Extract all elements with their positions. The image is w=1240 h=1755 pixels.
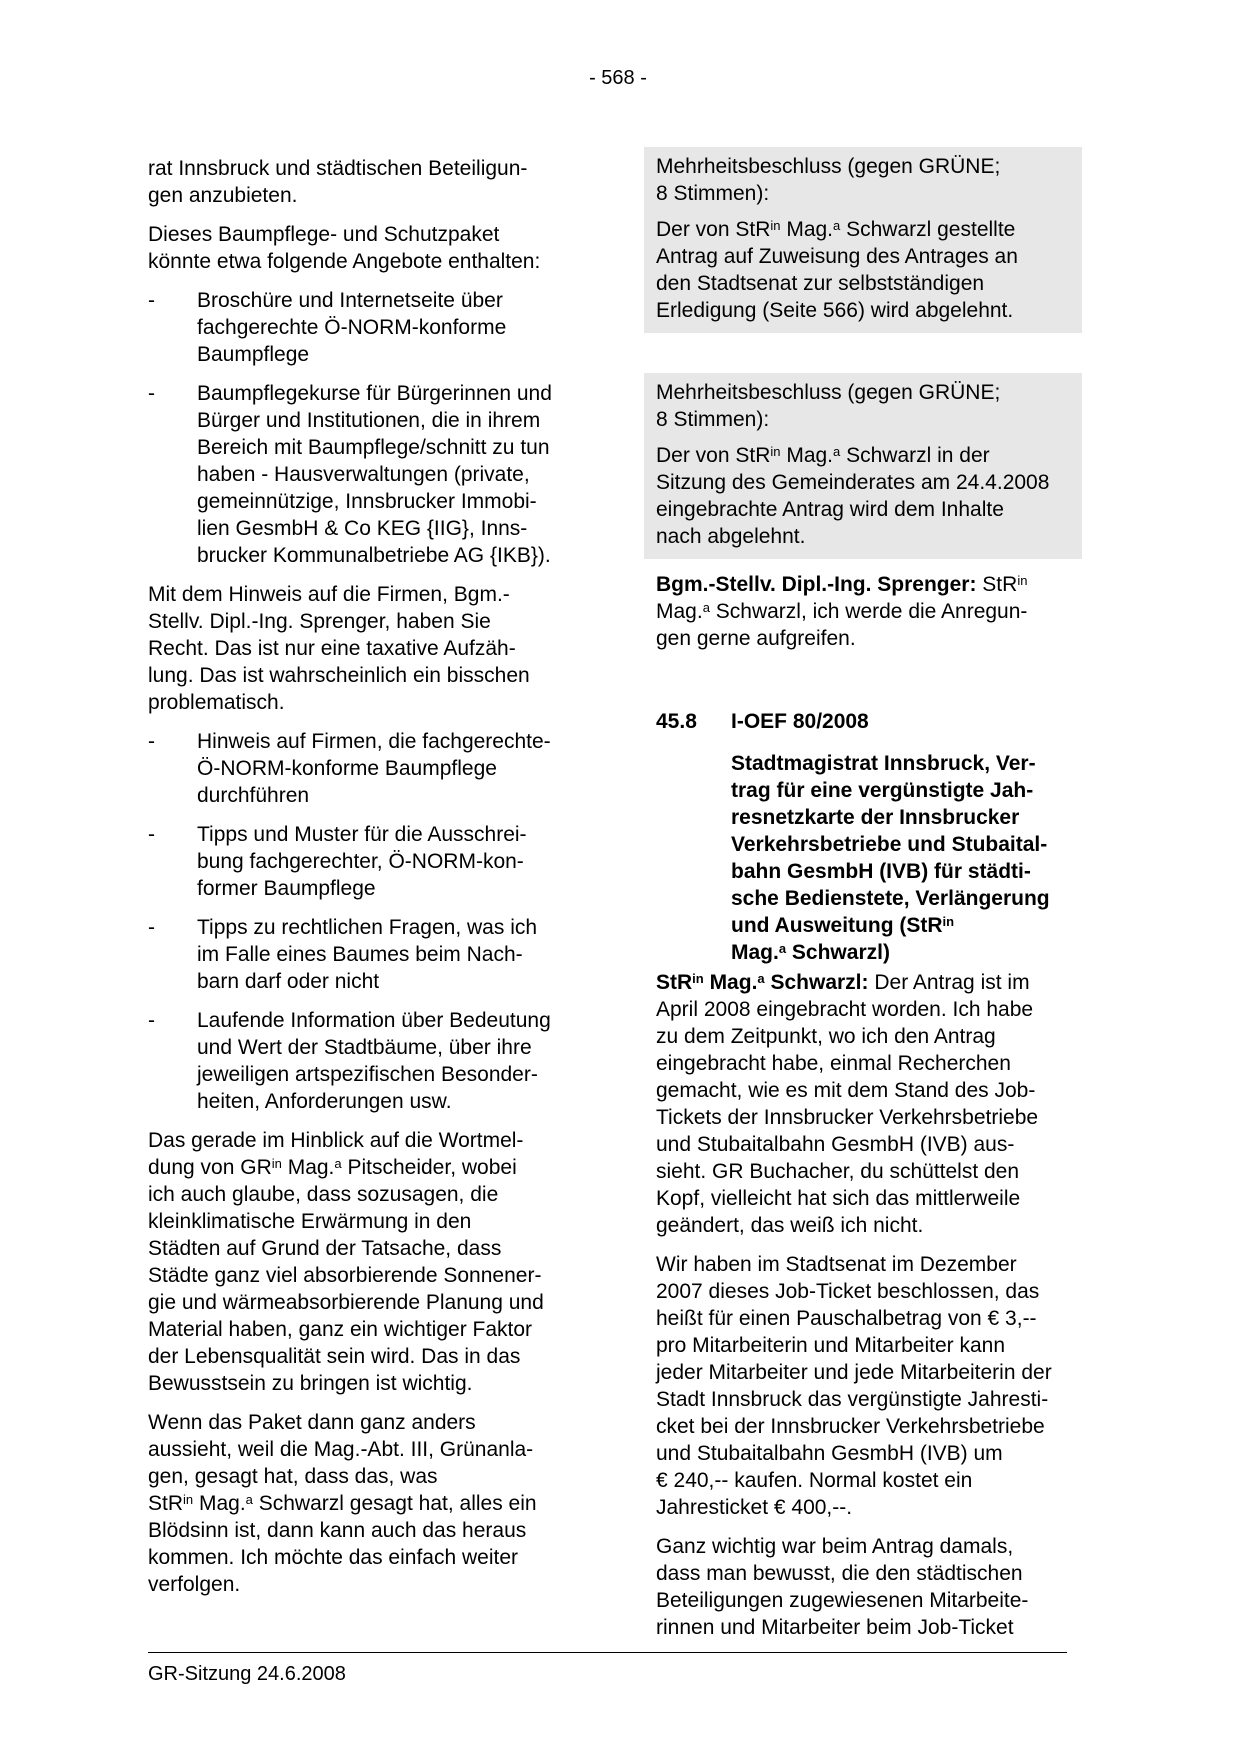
text-line: pro Mitarbeiterin und Mitarbeiter kann	[656, 1334, 1006, 1357]
text-line: Hinweis auf Firmen, die fachgerechte-	[197, 730, 551, 753]
text-line: Baumpflege	[197, 343, 310, 366]
text-line: Stadtmagistrat Innsbruck, Ver-	[731, 752, 1036, 775]
text-line: Ö-NORM-konforme Baumpflege	[197, 757, 497, 780]
text-line: gen gerne aufgreifen.	[656, 627, 856, 650]
text-line: durchführen	[197, 784, 310, 807]
text-line: € 240,-- kaufen. Normal kostet ein	[656, 1469, 973, 1492]
text-line: brucker Kommunalbetriebe AG {IKB}).	[197, 544, 551, 567]
text-line: ich auch glaube, dass sozusagen, die	[148, 1183, 499, 1206]
paragraph	[656, 969, 1068, 1239]
text-line: heiten, Anforderungen usw.	[197, 1090, 452, 1113]
text-line: der Lebensqualität sein wird. Das in das	[148, 1345, 521, 1368]
text-line: Städte ganz viel absorbierende Sonnener-	[148, 1264, 542, 1287]
left-column	[148, 155, 569, 1598]
text-line: nach abgelehnt.	[656, 525, 806, 548]
text-line: Stadt Innsbruck das vergünstigte Jahresti-	[656, 1388, 1049, 1411]
text-line: sieht. GR Buchacher, du schüttelst den	[656, 1160, 1020, 1183]
text-line: Recht. Das ist nur eine taxative Aufzäh-	[148, 637, 516, 660]
list-item	[148, 287, 569, 368]
text-line: Sitzung des Gemeinderates am 24.4.2008	[656, 471, 1050, 494]
text-line: StR$^{in}$ Mag.$^a$ Schwarzl: Der Antrag ist im	[656, 971, 1030, 994]
text-line: gemacht, wie es mit dem Stand des Job-	[656, 1079, 1036, 1102]
text-line: April 2008 eingebracht worden. Ich habe	[656, 998, 1034, 1021]
text-line: gen anzubieten.	[148, 184, 298, 207]
list-item-text	[197, 728, 569, 809]
text-line: könnte etwa folgende Angebote enthalten:	[148, 250, 541, 273]
text-line: resnetzkarte der Innsbrucker	[731, 806, 1020, 829]
text-line: Baumpflegekurse für Bürgerinnen und	[197, 382, 552, 405]
paragraph	[656, 1251, 1068, 1521]
text-line: und Stubaitalbahn GesmbH (IVB) um	[656, 1442, 1003, 1465]
list-dash-marker: -	[148, 382, 155, 405]
text-line: lung. Das ist wahrscheinlich ein bisschen	[148, 664, 530, 687]
section-heading	[656, 708, 1068, 735]
text-line: Städten auf Grund der Tatsache, dass	[148, 1237, 502, 1260]
text-line: Antrag auf Zuweisung des Antrages an	[656, 245, 1018, 268]
text-line: rinnen und Mitarbeiter beim Job-Ticket	[656, 1616, 1014, 1639]
text-line: lien GesmbH & Co KEG {IIG}, Inns-	[197, 517, 528, 540]
decision-paragraph	[656, 379, 1070, 433]
list-item-text	[197, 914, 569, 995]
text-line: Tickets der Innsbrucker Verkehrsbetriebe	[656, 1106, 1039, 1129]
text-line: und Stubaitalbahn GesmbH (IVB) aus-	[656, 1133, 1015, 1156]
text-line: Wenn das Paket dann ganz anders	[148, 1411, 476, 1434]
text-line: Blödsinn ist, dann kann auch das heraus	[148, 1519, 527, 1542]
text-line: Bgm.-Stellv. Dipl.-Ing. Sprenger: StR$^{in}$	[656, 573, 1028, 596]
text-line: Bürger und Institutionen, die in ihrem	[197, 409, 541, 432]
list-item	[148, 728, 569, 809]
list-item	[148, 380, 569, 569]
text-line: Mag.$^a$ Schwarzl)	[731, 941, 890, 964]
text-line: Jahresticket € 400,--.	[656, 1496, 853, 1519]
text-line: Der von StR$^{in}$ Mag.$^a$ Schwarzl gestellte	[656, 218, 1016, 241]
footer-text: GR-Sitzung 24.6.2008	[148, 1663, 346, 1685]
text-line: kleinklimatische Erwärmung in den	[148, 1210, 472, 1233]
text-line: Verkehrsbetriebe und Stubaital-	[731, 833, 1048, 856]
text-line: verfolgen.	[148, 1573, 241, 1596]
text-line: eingebrachte Antrag wird dem Inhalte	[656, 498, 1004, 521]
text-line: Material haben, ganz ein wichtiger Faktor	[148, 1318, 533, 1341]
text-line: gemeinnützige, Innsbrucker Immobi-	[197, 490, 537, 513]
text-line: barn darf oder nicht	[197, 970, 380, 993]
text-line: Beteiligungen zugewiesenen Mitarbeite-	[656, 1589, 1029, 1612]
list-item	[148, 821, 569, 902]
paragraph	[148, 1127, 569, 1397]
text-line: Mehrheitsbeschluss (gegen GRÜNE;	[656, 155, 1001, 178]
paragraph	[148, 1409, 569, 1598]
list-dash-marker: -	[148, 730, 155, 753]
text-line: kommen. Ich möchte das einfach weiter	[148, 1546, 519, 1569]
decision-highlight-block	[644, 147, 1082, 333]
text-line: Dieses Baumpflege- und Schutzpaket	[148, 223, 500, 246]
list-dash-marker: -	[148, 1009, 155, 1032]
text-line: zu dem Zeitpunkt, wo ich den Antrag	[656, 1025, 996, 1048]
paragraph	[148, 581, 569, 716]
section-subtitle	[731, 750, 1068, 966]
list-item-text	[197, 380, 569, 569]
text-line: bung fachgerechter, Ö-NORM-kon-	[197, 850, 524, 873]
list-dash-marker: -	[148, 916, 155, 939]
section-number: 45.8	[656, 710, 697, 733]
text-line: gen, gesagt hat, dass das, was	[148, 1465, 438, 1488]
text-line: im Falle eines Baumes beim Nach-	[197, 943, 523, 966]
list-dash-marker: -	[148, 289, 155, 312]
list-item-text	[197, 1007, 569, 1115]
text-line: eingebracht habe, einmal Recherchen	[656, 1052, 1011, 1075]
list-dash-marker: -	[148, 823, 155, 846]
text-line: gie und wärmeabsorbierende Planung und	[148, 1291, 544, 1314]
text-line: Der von StR$^{in}$ Mag.$^a$ Schwarzl in der	[656, 444, 990, 467]
text-line: trag für eine vergünstigte Jah-	[731, 779, 1034, 802]
text-line: Stellv. Dipl.-Ing. Sprenger, haben Sie	[148, 610, 491, 633]
text-line: Broschüre und Internetseite über	[197, 289, 503, 312]
text-line: haben - Hausverwaltungen (private,	[197, 463, 530, 486]
text-line: Das gerade im Hinblick auf die Wortmel-	[148, 1129, 524, 1152]
text-line: den Stadtsenat zur selbstständigen	[656, 272, 985, 295]
paragraph	[656, 571, 1068, 652]
page-footer	[148, 1652, 1067, 1688]
decision-paragraph	[656, 153, 1070, 207]
text-line: Ganz wichtig war beim Antrag damals,	[656, 1535, 1014, 1558]
text-line: jeweiligen artspezifischen Besonder-	[197, 1063, 538, 1086]
text-line: 2007 dieses Job-Ticket beschlossen, das	[656, 1280, 1040, 1303]
text-line: heißt für einen Pauschalbetrag von € 3,--	[656, 1307, 1037, 1330]
list-item	[148, 914, 569, 995]
page-number: - 568 -	[589, 67, 647, 89]
list-item-text	[197, 287, 569, 368]
text-line: Laufende Information über Bedeutung	[197, 1009, 551, 1032]
text-line: dass man bewusst, die den städtischen	[656, 1562, 1023, 1585]
list-item-text	[197, 821, 569, 902]
text-line: rat Innsbruck und städtischen Beteiligun-	[148, 157, 528, 180]
text-line: problematisch.	[148, 691, 285, 714]
text-line: aussieht, weil die Mag.-Abt. III, Grünanla-	[148, 1438, 534, 1461]
text-line: dung von $GR^{in}$ Mag.$^a$ Pitscheider, wobei	[148, 1156, 517, 1179]
text-line: former Baumpflege	[197, 877, 376, 900]
text-line: Kopf, vielleicht hat sich das mittlerweile	[656, 1187, 1021, 1210]
text-line: Wir haben im Stadtsenat im Dezember	[656, 1253, 1017, 1276]
text-line: bahn GesmbH (IVB) für städti-	[731, 860, 1031, 883]
text-line: und Ausweitung (StR$^{in}$	[731, 914, 955, 937]
section-id: I-OEF 80/2008	[731, 710, 869, 733]
text-line: StR$^{in}$ Mag.$^a$ Schwarzl gesagt hat, alles ein	[148, 1492, 537, 1515]
paragraph	[656, 1533, 1068, 1641]
decision-paragraph	[656, 442, 1070, 550]
decision-paragraph	[656, 216, 1070, 324]
text-line: cket bei der Innsbrucker Verkehrsbetriebe	[656, 1415, 1045, 1438]
text-line: Mit dem Hinweis auf die Firmen, Bgm.-	[148, 583, 510, 606]
list-item	[148, 1007, 569, 1115]
decision-highlight-block	[644, 373, 1082, 559]
text-line: und Wert der Stadtbäume, über ihre	[197, 1036, 532, 1059]
text-line: 8 Stimmen):	[656, 408, 770, 431]
right-column	[656, 147, 1068, 1641]
text-line: Tipps zu rechtlichen Fragen, was ich	[197, 916, 538, 939]
text-line: Bereich mit Baumpflege/schnitt zu tun	[197, 436, 550, 459]
text-line: Bewusstsein zu bringen ist wichtig.	[148, 1372, 473, 1395]
text-line: 8 Stimmen):	[656, 182, 770, 205]
text-line: Mag.$^a$ Schwarzl, ich werde die Anregun-	[656, 600, 1028, 623]
text-line: Mehrheitsbeschluss (gegen GRÜNE;	[656, 381, 1001, 404]
text-line: sche Bedienstete, Verlängerung	[731, 887, 1050, 910]
text-line: fachgerechte Ö-NORM-konforme	[197, 316, 507, 339]
text-line: jeder Mitarbeiter und jede Mitarbeiterin der	[656, 1361, 1052, 1384]
paragraph	[148, 155, 569, 209]
text-line: Erledigung (Seite 566) wird abgelehnt.	[656, 299, 1014, 322]
text-line: geändert, das weiß ich nicht.	[656, 1214, 924, 1237]
paragraph	[148, 221, 569, 275]
text-line: Tipps und Muster für die Ausschrei-	[197, 823, 527, 846]
